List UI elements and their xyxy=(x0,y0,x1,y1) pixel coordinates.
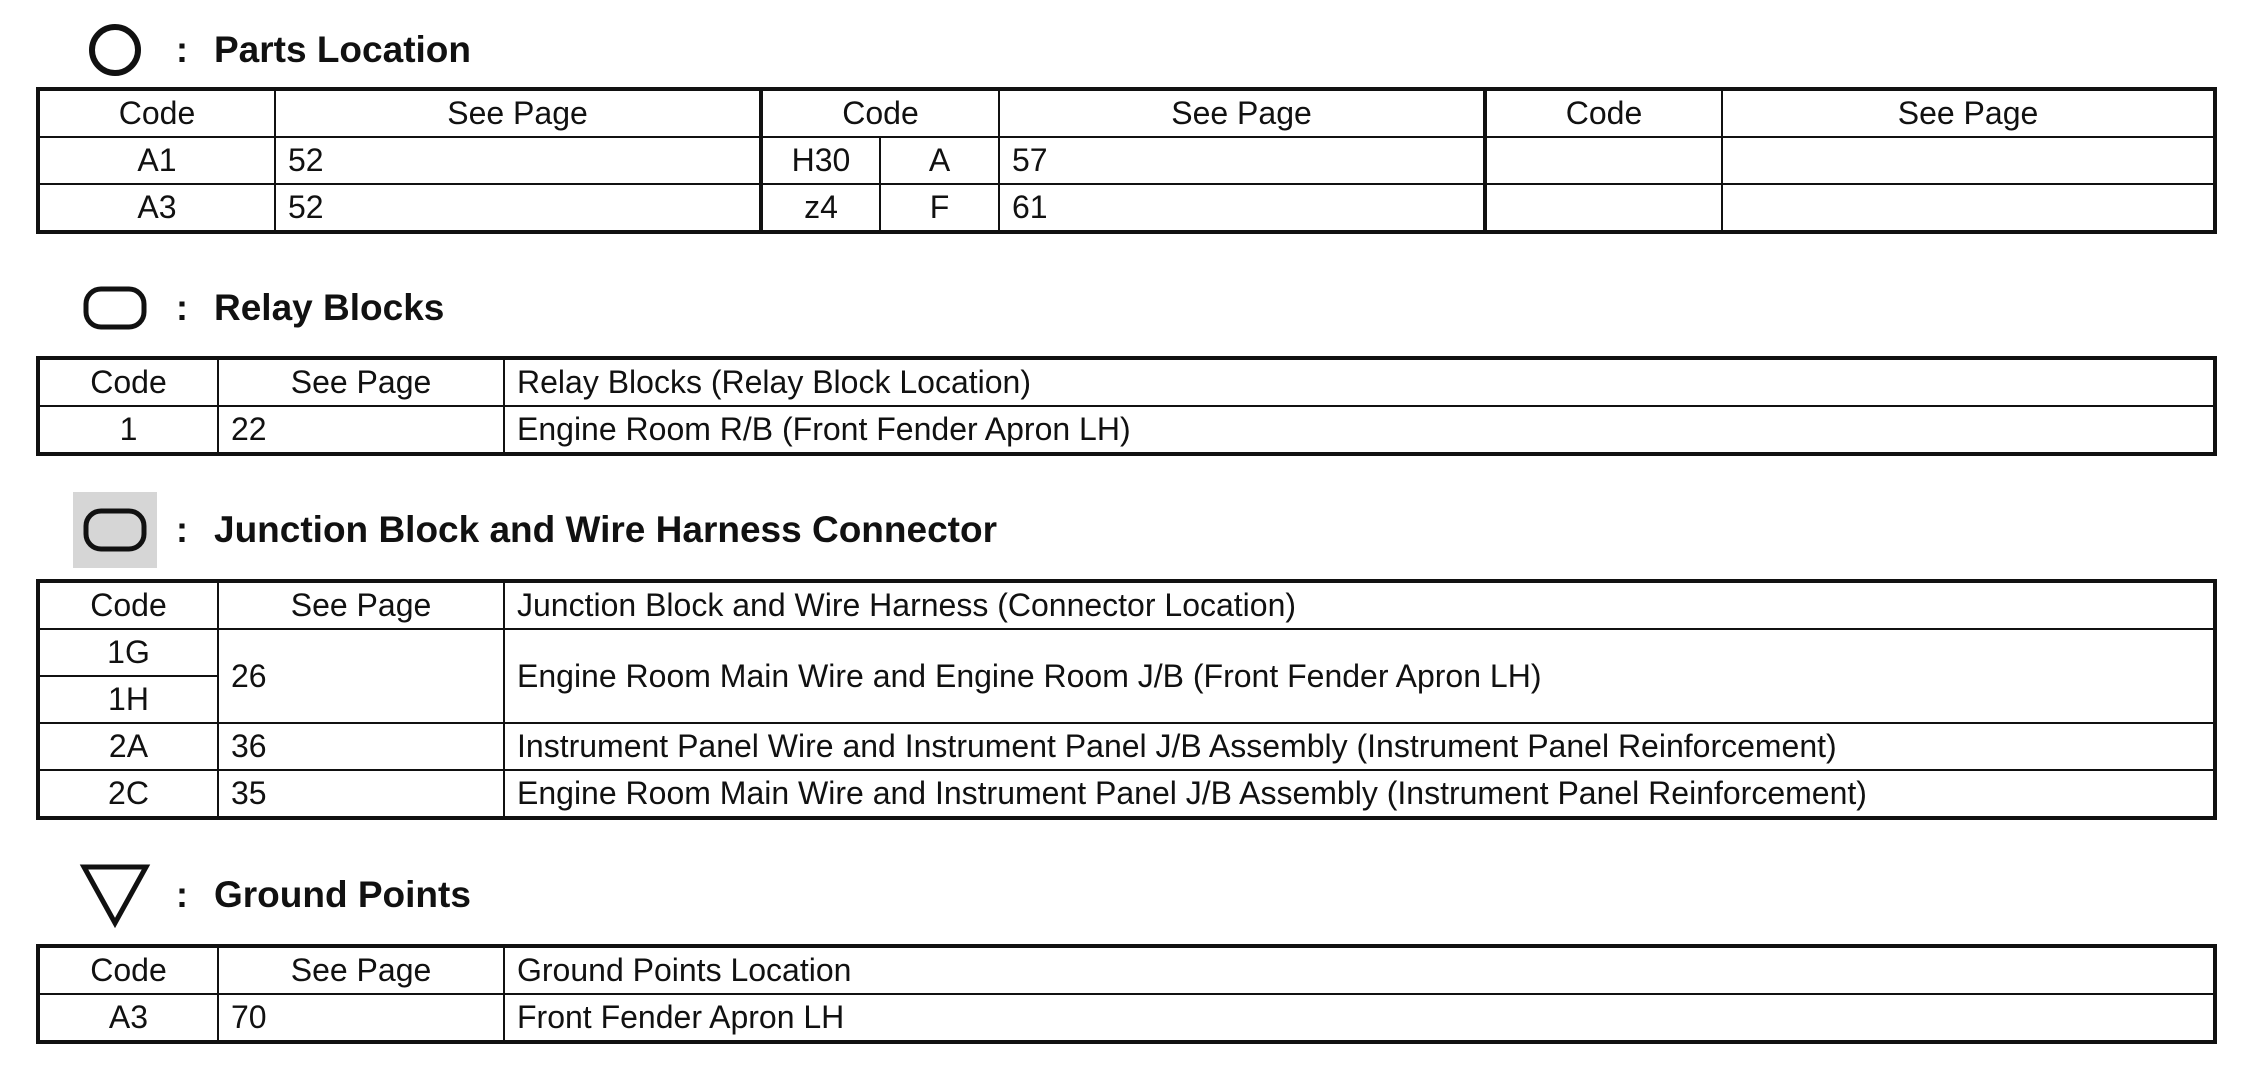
column-header: Code xyxy=(38,89,275,137)
column-header: Relay Blocks (Relay Block Location) xyxy=(504,358,2215,406)
column-header: Code xyxy=(38,946,218,994)
column-header: See Page xyxy=(218,581,504,629)
code-cell: A3 xyxy=(38,184,275,232)
code-cell: 2C xyxy=(38,770,218,818)
table-row xyxy=(38,994,2215,1042)
table-header-row xyxy=(38,358,2215,406)
column-header: Code xyxy=(38,358,218,406)
description-cell: Front Fender Apron LH xyxy=(504,994,2215,1042)
table-header-row xyxy=(38,89,2215,137)
table-row xyxy=(38,137,2215,184)
section-colon: : xyxy=(176,29,188,70)
page-cell: 52 xyxy=(275,184,761,232)
column-header: Ground Points Location xyxy=(504,946,2215,994)
table-header-row xyxy=(38,946,2215,994)
relay-blocks-table xyxy=(36,356,2217,456)
section-colon: : xyxy=(176,874,188,915)
junction-block-table xyxy=(36,579,2217,820)
page-cell: 26 xyxy=(218,629,504,723)
section-title: Relay Blocks xyxy=(214,287,445,328)
page-cell: 35 xyxy=(218,770,504,818)
page-cell: 36 xyxy=(218,723,504,770)
page-cell: 52 xyxy=(275,137,761,184)
relay-blocks-header xyxy=(70,268,444,348)
column-header: See Page xyxy=(999,89,1485,137)
description-cell: Engine Room R/B (Front Fender Apron LH) xyxy=(504,406,2215,454)
section-title: Junction Block and Wire Harness Connector xyxy=(214,509,997,550)
section-colon: : xyxy=(176,509,188,550)
table-row xyxy=(38,770,2215,818)
code-cell: 1 xyxy=(38,406,218,454)
table-header-row xyxy=(38,581,2215,629)
section-colon: : xyxy=(176,287,188,328)
parts-location-header xyxy=(70,10,471,90)
down-triangle-icon xyxy=(70,855,160,935)
column-header: See Page xyxy=(275,89,761,137)
page-cell: 22 xyxy=(218,406,504,454)
circle-icon xyxy=(70,10,160,90)
page-cell: 70 xyxy=(218,994,504,1042)
page-cell: 57 xyxy=(999,137,1485,184)
junction-block-header xyxy=(70,490,997,570)
ground-points-header xyxy=(70,855,471,935)
table-row xyxy=(38,406,2215,454)
parts-location-table xyxy=(36,87,2217,234)
ground-points-table xyxy=(36,944,2217,1044)
rounded-rect-icon xyxy=(70,268,160,348)
column-header: See Page xyxy=(218,946,504,994)
code-cell: A1 xyxy=(38,137,275,184)
column-header: Code xyxy=(1485,89,1722,137)
code-cell: 1G xyxy=(38,629,218,676)
table-row xyxy=(38,629,2215,676)
sub-code-cell: A xyxy=(880,137,999,184)
code-cell xyxy=(1485,184,1722,232)
table-row xyxy=(38,184,2215,232)
page-cell xyxy=(1722,184,2215,232)
page-cell xyxy=(1722,137,2215,184)
code-cell: H30 xyxy=(761,137,880,184)
code-cell: 1H xyxy=(38,676,218,723)
section-title: Parts Location xyxy=(214,29,471,70)
shaded-rounded-rect-icon xyxy=(70,490,160,570)
column-header: See Page xyxy=(218,358,504,406)
code-cell: A3 xyxy=(38,994,218,1042)
column-header: Junction Block and Wire Harness (Connector Location) xyxy=(504,581,2215,629)
column-header: Code xyxy=(38,581,218,629)
sub-code-cell: F xyxy=(880,184,999,232)
section-title: Ground Points xyxy=(214,874,471,915)
column-header: See Page xyxy=(1722,89,2215,137)
page-cell: 61 xyxy=(999,184,1485,232)
column-header: Code xyxy=(761,89,999,137)
description-cell: Engine Room Main Wire and Engine Room J/B (Front Fender Apron LH) xyxy=(504,629,2215,723)
code-cell: 2A xyxy=(38,723,218,770)
description-cell: Engine Room Main Wire and Instrument Panel J/B Assembly (Instrument Panel Reinforcement) xyxy=(504,770,2215,818)
code-cell: z4 xyxy=(761,184,880,232)
code-cell xyxy=(1485,137,1722,184)
description-cell: Instrument Panel Wire and Instrument Panel J/B Assembly (Instrument Panel Reinforcement) xyxy=(504,723,2215,770)
table-row xyxy=(38,723,2215,770)
